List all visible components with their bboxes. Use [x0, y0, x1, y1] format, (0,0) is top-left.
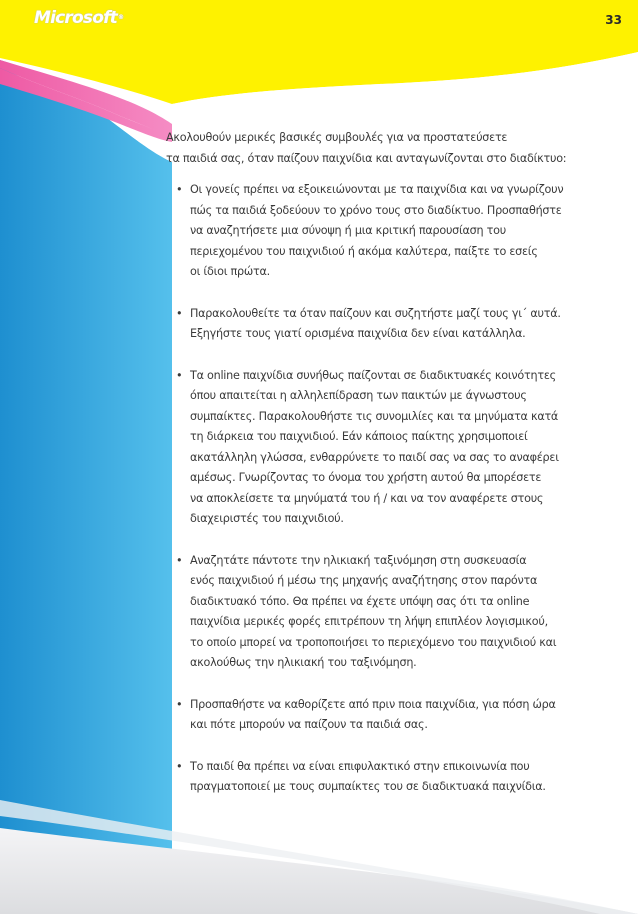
tip-item [166, 304, 606, 345]
tip-line: οι ίδιοι πρώτα. [190, 265, 270, 278]
tip-line: περιεχομένου του παιχνιδιού ή ακόμα καλύτερα, παίξτε το εσείς [190, 244, 538, 258]
tip-item [166, 180, 606, 283]
tip-line: Προσπαθήστε να καθορίζετε από πριν ποια παιχνίδια, για πόση ώρα [190, 697, 556, 711]
intro-paragraph [166, 128, 606, 169]
tip-line: πώς τα παιδιά ξοδεύουν το χρόνο τους στο διαδίκτυο. Προσπαθήστε [190, 203, 562, 217]
bullet-icon: • [176, 553, 183, 567]
bullet-icon: • [176, 759, 183, 773]
intro-line: Ακολουθούν μερικές βασικές συμβουλές για να προστατεύσετε [166, 131, 508, 144]
tip-item [166, 695, 606, 736]
tip-line: ακατάλληλη γλώσσα, ενθαρρύνετε το παιδί σας να σας το αναφέρει [190, 450, 559, 464]
tip-line: όπου απαιτείται η αλληλεπίδραση των παικτών με άγνωστους [190, 389, 527, 402]
tip-line: τη διάρκεια του παιχνιδιού. Εάν κάποιος παίκτης χρησιμοποιεί [190, 430, 528, 443]
bullet-icon: • [176, 697, 183, 711]
tip-line: Αναζητάτε πάντοτε την ηλικιακή ταξινόμηση στη συσκευασία [190, 553, 527, 567]
tip-line: και πότε μπορούν να παίζουν τα παιδιά σας. [190, 718, 428, 731]
page-number: 33 [605, 13, 622, 27]
tip-line: Παρακολουθείτε τα όταν παίζουν και συζητήστε μαζί τους γι΄ αυτά. [190, 306, 561, 320]
tip-item [166, 551, 606, 674]
tip-line: Οι γονείς πρέπει να εξοικειώνονται με τα παιχνίδια και να γνωρίζουν [190, 183, 564, 196]
bullet-icon: • [176, 368, 183, 382]
tip-line: ενός παιχνιδιού ή μέσω της μηχανής αναζήτησης στον παρόντα [190, 574, 538, 587]
tip-line: Το παιδί θα πρέπει να είναι επιφυλακτικό στην επικοινωνία που [190, 759, 530, 773]
tip-line: Εξηγήστε τους γιατί ορισμένα παιχνίδια δεν είναι κατάλληλα. [190, 327, 526, 340]
tip-line: να αναζητήσετε μια σύνοψη ή μια κριτική παρουσίαση του [190, 224, 506, 237]
main-content [166, 128, 606, 819]
bullet-icon: • [176, 183, 183, 196]
tip-line: διαδικτυακό τόπο. Θα πρέπει να έχετε υπόψη σας ότι τα online [190, 594, 530, 608]
tip-line: πραγματοποιεί με τους συμπαίκτες του σε διαδικτυακά παιχνίδια. [190, 780, 546, 793]
blue-band [0, 60, 172, 914]
trademark-symbol: ® [118, 14, 125, 21]
logo-wordmark: Microsoft [34, 8, 118, 28]
tip-line: συμπαίκτες. Παρακολουθήστε τις συνομιλίες και τα μηνύματα κατά [190, 409, 559, 423]
tip-item [166, 366, 606, 530]
tip-line: αμέσως. Γνωρίζοντας το όνομα του χρήστη αυτού θα μπορέσετε [190, 471, 542, 484]
tip-line: παιχνίδια μερικές φορές επιτρέπουν τη λήψη επιπλέον λογισμικού, [190, 615, 548, 628]
intro-line: τα παιδιά σας, όταν παίζουν παιχνίδια και ανταγωνίζονται στο διαδίκτυο: [166, 151, 567, 165]
tip-line: το οποίο μπορεί να τροποποιήσει το περιεχόμενο του παιχνιδιού και [190, 635, 557, 649]
tip-item [166, 757, 606, 798]
tip-line: Τα online παιχνίδια συνήθως παίζονται σε διαδικτυακές κοινότητες [190, 368, 556, 382]
tip-line: να αποκλείσετε τα μηνύματά του ή / και να τον αναφέρετε στους [190, 491, 544, 505]
bullet-icon: • [176, 306, 183, 320]
tip-line: διαχειριστές του παιχνιδιού. [190, 512, 344, 525]
tip-line: ακολούθως την ηλικιακή του ταξινόμηση. [190, 656, 417, 669]
microsoft-logo[interactable] [34, 7, 124, 29]
safety-tips-list [166, 180, 606, 798]
